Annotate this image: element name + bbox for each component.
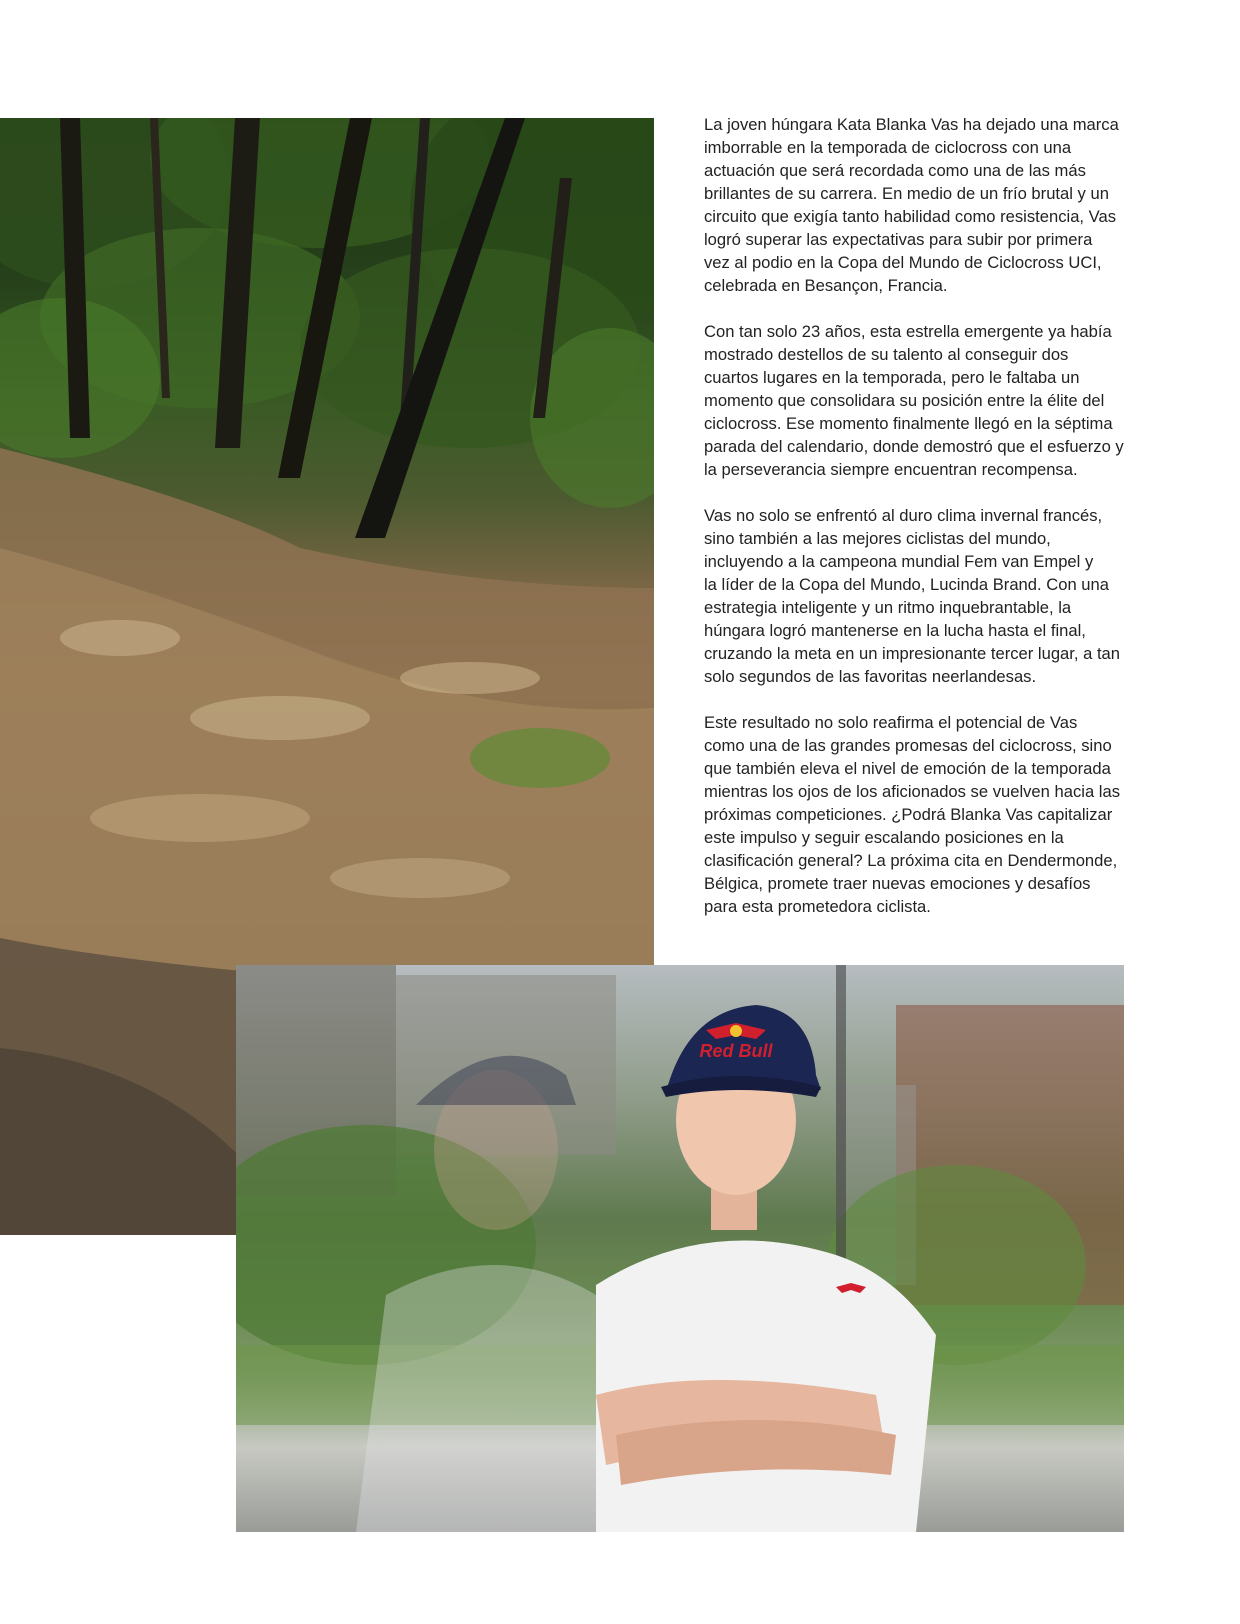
article-body <box>704 113 1144 941</box>
article-paragraph-1: La joven húngara Kata Blanka Vas ha dejado una marca imborrable en la temporada de ciclocross con una actuación que será recordada como una de las más brillantes de su carrera. En medio de un frío brutal y un circuito que exigía tanto habilidad como resistencia, Vas logró superar las expectativas para subir por primera vez al podio en la Copa del Mundo de Ciclocross UCI, celebrada en Besançon, Francia. <box>704 115 1119 295</box>
article-paragraph-2: Con tan solo 23 años, esta estrella emergente ya había mostrado destellos de su talento al conseguir dos cuartos lugares en la temporada, pero le faltaba un momento que consolidara su posición entre la élite del ciclocross. Ese momento finalmente llegó en la séptima parada del calendario, donde demostró que el esfuerzo y la perseverancia siempre encuentran recompensa. <box>704 322 1124 479</box>
athlete-portrait-illustration <box>236 965 1124 1532</box>
athlete-portrait-photo <box>236 965 1124 1532</box>
article-paragraph-4: Este resultado no solo reafirma el potencial de Vas como una de las grandes promesas del ciclocross, sino que también eleva el nivel de emoción de la temporada mientras los ojos de los aficionados se vuelven hacia las próximas competiciones. ¿Podrá Blanka Vas capitalizar este impulso y seguir escalando posiciones en la clasificación general? La próxima cita en Dendermonde, Bélgica, promete traer nuevas emociones y desafíos para esta prometedora ciclista. <box>704 713 1120 916</box>
article-paragraph-3: Vas no solo se enfrentó al duro clima invernal francés, sino también a las mejores ciclistas del mundo, incluyendo a la campeona mundial Fem van Empel y la líder de la Copa del Mundo, Lucinda Brand. Con una estrategia inteligente y un ritmo inquebrantable, la húngara logró mantenerse en la lucha hasta el final, cruzando la meta en un impresionante tercer lugar, a tan solo segundos de las favoritas neerlandesas. <box>704 506 1121 686</box>
cap-logo-text: Red Bull <box>699 1041 773 1061</box>
